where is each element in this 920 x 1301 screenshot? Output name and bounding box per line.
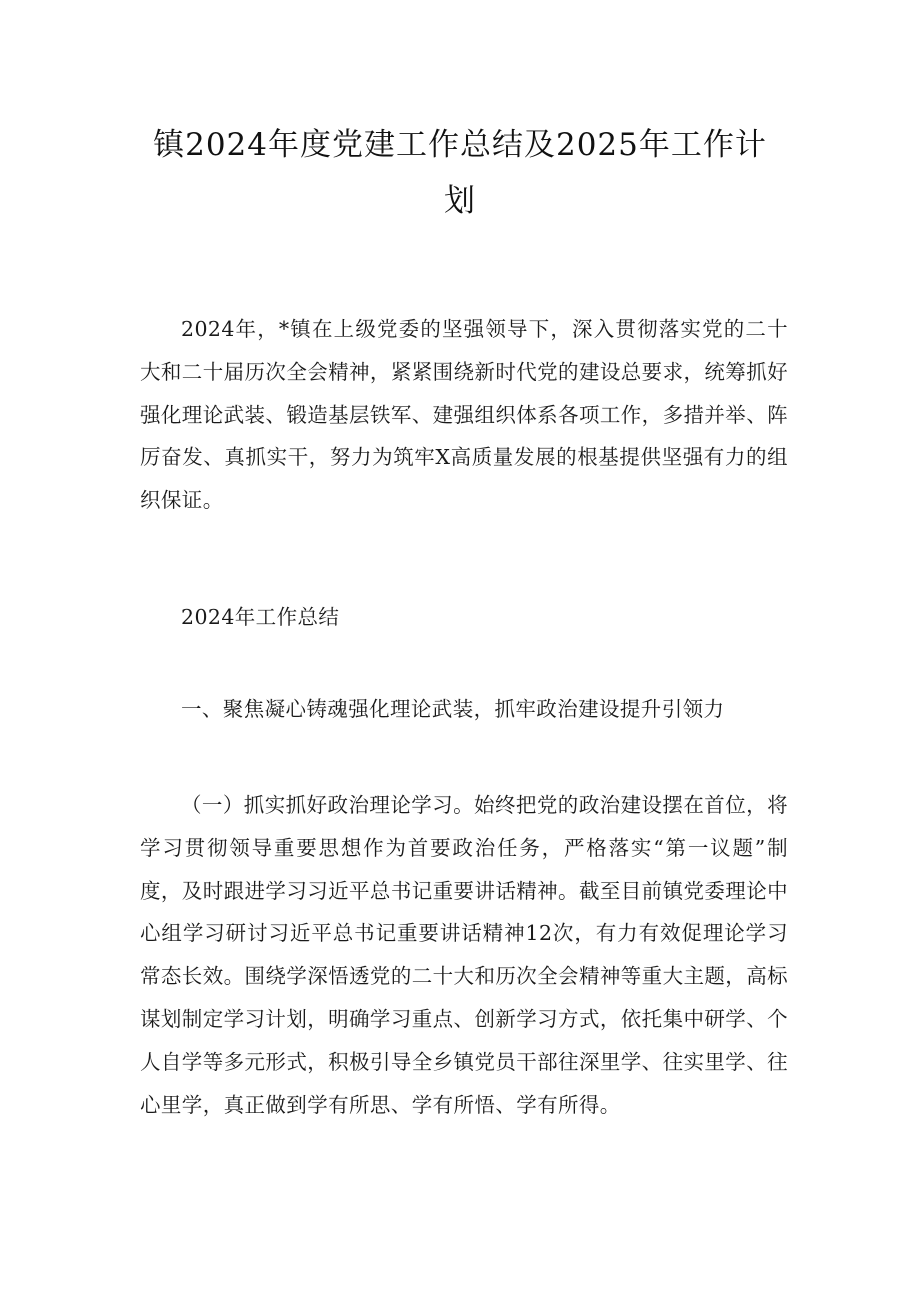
intro-paragraph: 2024年，*镇在上级党委的坚强领导下，深入贯彻落实党的二十大和二十届历次全会精神，紧紧围绕新时代党的建设总要求，统筹抓好强化理论武装、锻造基层铁军、建强组织体系各项工作，多措并举、阵厉奋发、真抓实干，努力为筑牢X高质量发展的根基提供坚强有力的组织保证。 — [140, 317, 788, 513]
subsection-paragraph-1: （一）抓实抓好政治理论学习。始终把党的政治建设摆在首位，将学习贯彻领导重要思想作为首要政治任务，严格落实“第一议题”制度，及时跟进学习习近平总书记重要讲话精神。截至目前镇党委理论中心组学习研讨习近平总书记重要讲话精神12次，有力有效促理论学习常态长效。围绕学深悟透党的二十大和历次全会精神等重大主题，高标谋划制定学习计划，明确学习重点、创新学习方式，依托集中研学、个人自学等多元形式，积极引导全乡镇党员干部往深里学、往实里学、往心里学，真正做到学有所思、学有所悟、学有所得。 — [140, 793, 788, 1117]
document-title: 镇2024年度党建工作总结及2025年工作计划 — [153, 127, 767, 219]
section-heading-2024-summary: 2024年工作总结 — [181, 605, 340, 629]
section-heading-1: 一、聚焦凝心铸魂强化理论武装，抓牢政治建设提升引领力 — [181, 697, 725, 721]
